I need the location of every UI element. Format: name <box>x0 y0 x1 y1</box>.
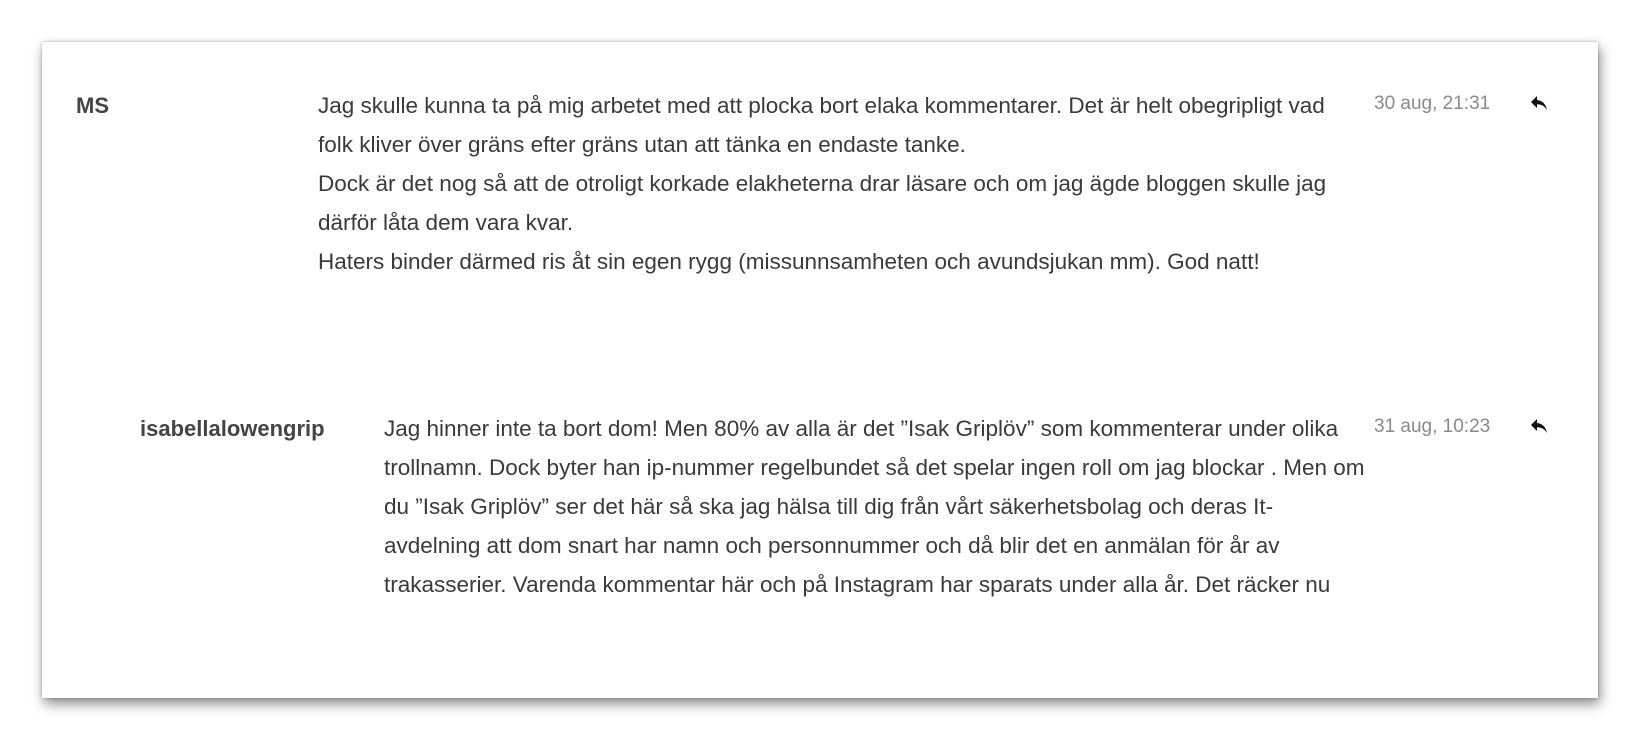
comment-author[interactable]: isabellalowengrip <box>140 416 325 441</box>
comment-paragraph: Dock är det nog så att de otroligt korkade elakheterna drar läsare och om jag ägde bloggen skulle jag därför låta dem vara kvar. <box>318 171 1327 235</box>
reply-arrow-icon <box>1530 95 1550 113</box>
comment-paragraph: Jag hinner inte ta bort dom! Men 80% av alla är det ”Isak Griplöv” som kommenterar under olika trollnamn. Dock byter han ip-nummer regelbundet så det spelar ingen roll om jag blockar . Men om du ”Isak Griplöv” ser det här så ska jag hälsa till dig från vårt säkerhetsbolag och deras It-avdelning att dom snart har namn och personnummer och då blir det en anmälan för år av trakasserier. Varenda kommentar här och på Instagram har sparats under alla år. Det räcker nu <box>384 416 1365 597</box>
reply-arrow-icon <box>1530 418 1550 436</box>
comment-body <box>384 409 1369 604</box>
reply-button[interactable] <box>1530 95 1552 115</box>
comment-body <box>318 86 1363 281</box>
comment-author[interactable]: MS <box>76 93 109 118</box>
comment-timestamp: 30 aug, 21:31 <box>1374 93 1491 114</box>
comments-card <box>42 42 1598 698</box>
reply-button[interactable] <box>1530 418 1552 438</box>
comment-timestamp: 31 aug, 10:23 <box>1374 416 1491 437</box>
comment-paragraph: Haters binder därmed ris åt sin egen rygg (missunnsamheten och avundsjukan mm). God natt! <box>318 249 1260 274</box>
comment-paragraph: Jag skulle kunna ta på mig arbetet med att plocka bort elaka kommentarer. Det är helt obegripligt vad folk kliver över gräns efter gräns utan att tänka en endaste tanke. <box>318 93 1325 157</box>
